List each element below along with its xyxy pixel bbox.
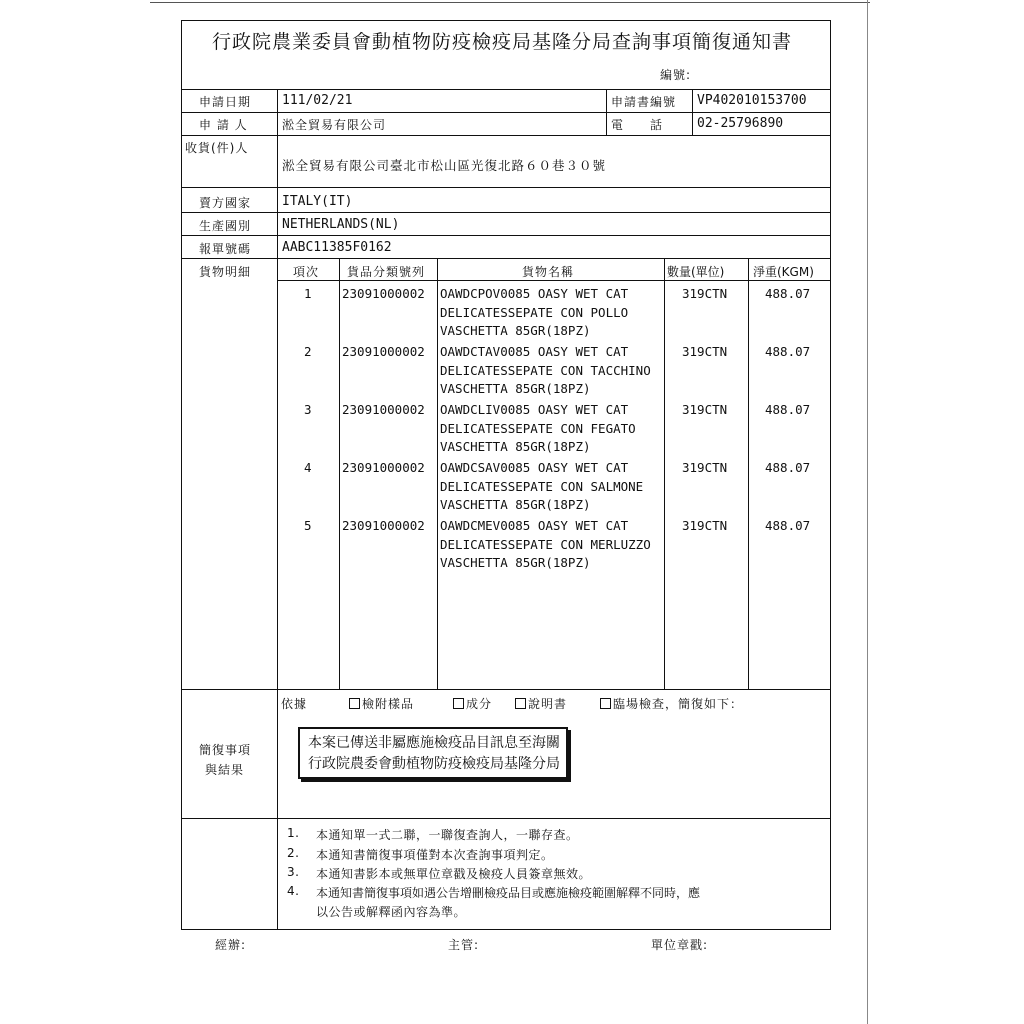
apply-date-value: 111/02/21 bbox=[282, 93, 353, 108]
goods-name-line: DELICATESSEPATE CON MERLUZZO bbox=[440, 536, 651, 552]
checkbox-sample[interactable]: 檢附樣品 bbox=[349, 695, 414, 712]
note-3-number: 3. bbox=[287, 865, 300, 879]
application-number-label: 申請書編號 bbox=[611, 95, 677, 109]
checkbox-manual[interactable]: 說明書 bbox=[515, 695, 567, 712]
seller-country-label: 賣方國家 bbox=[199, 196, 252, 210]
row-net-weight: 488.07 bbox=[765, 344, 811, 359]
origin-label: 生產國別 bbox=[199, 219, 252, 233]
goods-name-line: VASCHETTA 85GR(18PZ) bbox=[440, 497, 591, 513]
row-item-number: 4 bbox=[304, 460, 312, 475]
row-commodity-code: 23091000002 bbox=[342, 344, 425, 359]
scan-edge-line bbox=[150, 2, 870, 3]
phone-value: 02-25796890 bbox=[697, 116, 784, 131]
applicant-label: 申 請 人 bbox=[199, 118, 248, 132]
column-header-quantity: 數量(單位) bbox=[667, 265, 725, 279]
row-item-number: 5 bbox=[304, 518, 312, 533]
note-4-text: 本通知書簡復事項如遇公告增刪檢疫品目或應施檢疫範圍解釋不同時，應 bbox=[316, 886, 701, 900]
result-section-label-1: 簡復事項 bbox=[199, 743, 252, 757]
note-4-number: 4. bbox=[287, 884, 300, 898]
note-2-number: 2. bbox=[287, 846, 300, 860]
goods-name-line: OAWDCSAV0085 OASY WET CAT bbox=[440, 460, 629, 475]
rule bbox=[181, 112, 831, 113]
rule bbox=[181, 258, 831, 259]
checkbox-icon bbox=[600, 698, 611, 709]
stamp-line-2: 行政院農委會動植物防疫檢疫局基隆分局 bbox=[308, 756, 560, 772]
checkbox-ingredients[interactable]: 成分 bbox=[453, 695, 492, 712]
row-quantity: 319CTN bbox=[682, 286, 728, 301]
checkbox-icon bbox=[515, 698, 526, 709]
goods-name-line: OAWDCPOV0085 OASY WET CAT bbox=[440, 286, 629, 301]
official-stamp bbox=[298, 727, 568, 779]
row-goods-name bbox=[440, 285, 628, 341]
goods-name-line: VASCHETTA 85GR(18PZ) bbox=[440, 555, 591, 571]
goods-section-label: 貨物明細 bbox=[199, 265, 252, 279]
goods-name-line: OAWDCLIV0085 OASY WET CAT bbox=[440, 402, 629, 417]
apply-date-label: 申請日期 bbox=[199, 95, 252, 109]
application-number-value: VP402010153700 bbox=[697, 93, 807, 108]
form-title: 行政院農業委員會動植物防疫檢疫局基隆分局查詢事項簡復通知書 bbox=[212, 31, 793, 53]
column-header-item: 項次 bbox=[293, 265, 320, 279]
row-goods-name bbox=[440, 517, 651, 573]
rule bbox=[606, 89, 607, 135]
stamp-line-1: 本案已傳送非屬應施檢疫品目訊息至海關 bbox=[308, 735, 560, 751]
rule bbox=[181, 689, 831, 690]
applicant-value: 淞全貿易有限公司 bbox=[282, 118, 387, 132]
row-item-number: 3 bbox=[304, 402, 312, 417]
checkbox-icon bbox=[453, 698, 464, 709]
handler-label: 經辦: bbox=[215, 938, 247, 952]
checkbox-icon bbox=[349, 698, 360, 709]
goods-name-line: DELICATESSEPATE CON FEGATO bbox=[440, 420, 636, 436]
row-commodity-code: 23091000002 bbox=[342, 460, 425, 475]
rule bbox=[181, 89, 831, 90]
row-item-number: 1 bbox=[304, 286, 312, 301]
rule bbox=[277, 89, 278, 930]
column-header-weight: 淨重(KGM) bbox=[753, 265, 814, 279]
goods-name-line: DELICATESSEPATE CON POLLO bbox=[440, 304, 629, 320]
goods-name-line: VASCHETTA 85GR(18PZ) bbox=[440, 323, 591, 339]
rule bbox=[692, 89, 693, 135]
form-number-label: 編號: bbox=[660, 68, 692, 82]
consignee-value: 淞全貿易有限公司臺北市松山區光復北路６０巷３０號 bbox=[282, 158, 607, 173]
rule bbox=[181, 135, 831, 136]
scan-edge-line bbox=[867, 0, 868, 1024]
row-commodity-code: 23091000002 bbox=[342, 402, 425, 417]
consignee-label: 收貨(件)人 bbox=[185, 141, 249, 155]
row-goods-name bbox=[440, 343, 651, 399]
goods-name-line: OAWDCMEV0085 OASY WET CAT bbox=[440, 518, 629, 533]
goods-name-line: VASCHETTA 85GR(18PZ) bbox=[440, 439, 591, 455]
rule bbox=[339, 258, 340, 689]
goods-name-line: OAWDCTAV0085 OASY WET CAT bbox=[440, 344, 629, 359]
row-net-weight: 488.07 bbox=[765, 402, 811, 417]
rule bbox=[181, 818, 831, 819]
row-net-weight: 488.07 bbox=[765, 460, 811, 475]
basis-label: 依據 bbox=[281, 697, 308, 711]
checkbox-onsite-inspection[interactable]: 臨場檢查，簡復如下： bbox=[600, 695, 743, 712]
goods-name-line: DELICATESSEPATE CON TACCHINO bbox=[440, 362, 651, 378]
row-quantity: 319CTN bbox=[682, 344, 728, 359]
row-net-weight: 488.07 bbox=[765, 286, 811, 301]
seller-country-value: ITALY(IT) bbox=[282, 194, 353, 209]
note-3-text: 本通知書影本或無單位章戳及檢疫人員簽章無效。 bbox=[316, 867, 592, 881]
goods-name-line: VASCHETTA 85GR(18PZ) bbox=[440, 381, 591, 397]
row-quantity: 319CTN bbox=[682, 402, 728, 417]
row-item-number: 2 bbox=[304, 344, 312, 359]
rule bbox=[181, 212, 831, 213]
row-goods-name bbox=[440, 401, 636, 457]
row-quantity: 319CTN bbox=[682, 518, 728, 533]
note-1-text: 本通知單一式二聯，一聯復查詢人，一聯存查。 bbox=[316, 828, 579, 842]
rule bbox=[181, 187, 831, 188]
note-2-text: 本通知書簡復事項僅對本次查詢事項判定。 bbox=[316, 848, 554, 862]
row-quantity: 319CTN bbox=[682, 460, 728, 475]
phone-label: 電 話 bbox=[611, 118, 664, 132]
rule bbox=[181, 235, 831, 236]
rule bbox=[748, 258, 749, 689]
declaration-label: 報單號碼 bbox=[199, 242, 252, 256]
rule bbox=[437, 258, 438, 689]
declaration-value: AABC11385F0162 bbox=[282, 240, 392, 255]
origin-value: NETHERLANDS(NL) bbox=[282, 217, 400, 232]
column-header-code: 貨品分類號列 bbox=[347, 265, 426, 279]
row-net-weight: 488.07 bbox=[765, 518, 811, 533]
supervisor-label: 主管: bbox=[448, 938, 480, 952]
note-1-number: 1. bbox=[287, 826, 300, 840]
row-goods-name bbox=[440, 459, 643, 515]
row-commodity-code: 23091000002 bbox=[342, 518, 425, 533]
goods-name-line: DELICATESSEPATE CON SALMONE bbox=[440, 478, 644, 494]
note-4-text-continued: 以公告或解釋函內容為準。 bbox=[316, 905, 467, 919]
column-header-name: 貨物名稱 bbox=[522, 265, 575, 279]
rule bbox=[664, 258, 665, 689]
row-commodity-code: 23091000002 bbox=[342, 286, 425, 301]
result-section-label-2: 與結果 bbox=[205, 763, 245, 777]
unit-seal-label: 單位章戳: bbox=[651, 938, 709, 952]
